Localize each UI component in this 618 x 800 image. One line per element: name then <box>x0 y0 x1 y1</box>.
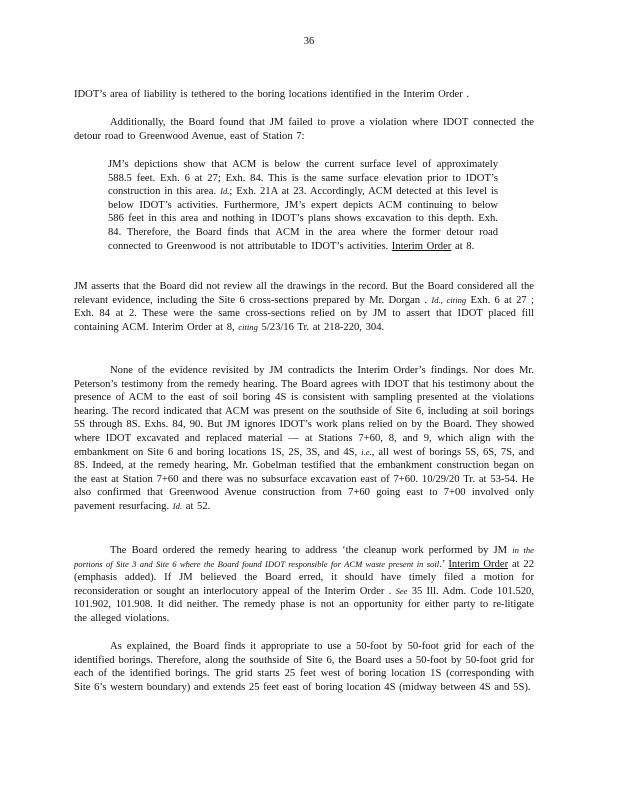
paragraph-text: , all west of borings 5S, 6S, 7S, and 8S. Indeed, at the remedy hearing, Mr. Gobelman testified that the embankment construction began on the east at Station 7+60 and there was no subsurface excavation east of 7+60. 10/29/20 Tr. at 53-54. He also confirmed that Greenwood Avenue construction from 7+60 going east to 7+00 involved only pavement resurfacing. <box>74 446 534 512</box>
paragraph-drawings <box>74 280 534 334</box>
paragraph-text: at 22 (emphasis added). If JM believed the Board erred, it should have timely filed a motion for reconsideration or sought an interlocutory appeal of the Interim Order . <box>74 558 534 597</box>
paragraph-detour-road <box>74 116 534 143</box>
paragraph-text: at 52. <box>185 500 211 512</box>
citation-id: Id., citing <box>431 294 467 305</box>
paragraph-grid <box>74 640 534 694</box>
citation-signal: See <box>395 585 408 596</box>
paragraph-text: As explained, the Board finds it appropriate to use a 50-foot by 50-foot grid for each of the identified borings. Therefore, along the southside of Site 6, the Board uses a 50-foot by 50-foot grid for each of the identified borings. The grid starts 25 feet west of boring location 1S (corresponding with Site 6’s western boundary) and extends 25 feet east of boring location 4S (midway between 4S and 5S). <box>74 641 534 693</box>
paragraph-text: Exh. 6 at 27 ; Exh. 84 at 2. These were the same cross-sections relied on by JM to assert that IDOT placed fill containing ACM. Interim Order at 8, <box>74 294 534 333</box>
interim-order-reference: Interim Order <box>448 558 509 570</box>
citation-id: Id. <box>220 186 230 197</box>
paragraph-text: Additionally, the Board found that JM failed to prove a violation where IDOT connected the detour road to Greenwood Avenue, east of Station 7: <box>74 117 534 142</box>
paragraph-text: None of the evidence revisited by JM contradicts the Interim Order’s findings. Nor does Mr. Peterson’s testimony from the remedy hearing. The Board agrees with IDOT that his testimony about the presence of ACM to the east of soil boring 4S is consistent with sampling presented at the violations hearing. The record indicated that ACM was present on the southside of Site 6, including at soil borings 5S through 8S. Exhs. 84, 90. But JM ignores IDOT’s work plans relied on by the Board. They showed where IDOT excavated and replaced material — at Stations 7+60, 8, and 9, which align with the embankment on Site 6 and boring locations 1S, 2S, 3S, and 4S, <box>74 365 534 458</box>
quote-text: JM’s depictions show that ACM is below the current surface level of approximately 588.5 feet. Exh. 6 at 27; Exh. 84. This is the same surface elevation prior to IDOT’s construction in this area. <box>108 159 498 198</box>
quote-text: at 8. <box>455 240 475 252</box>
paragraph-text: 35 Ill. Adm. Code 101.520, 101.902, 101.908. It did neither. The remedy phase is not an opportunity for either party to re-litigate the alleged violations. <box>74 585 534 624</box>
paragraph-text: .’ <box>439 558 445 570</box>
citation-signal: citing <box>238 321 258 332</box>
paragraph-evidence <box>74 364 534 514</box>
paragraph-text: IDOT’s area of liability is tethered to the boring locations identified in the Interim Order . <box>74 89 470 100</box>
paragraph-text: 5/23/16 Tr. at 218-220, 304. <box>261 321 385 333</box>
paragraph-liability <box>74 88 534 102</box>
paragraph-text: The Board ordered the remedy hearing to address ‘the cleanup work performed by JM <box>110 545 508 556</box>
paragraph-text: JM asserts that the Board did not review all the drawings in the record. But the Board considered all the relevant evidence, including the Site 6 cross-sections prepared by Mr. Dorgan . <box>74 281 534 306</box>
page-number: 36 <box>303 36 315 47</box>
quote-text: ; Exh. 21A at 23. Accordingly, ACM detected at this level is below IDOT’s activities. Furthermore, JM’s expert depicts ACM continuing to below 586 feet in this area and nothing in IDOT’s plans shows excavation to this depth. Exh. 84. Therefore, the Board finds that ACM in the area where the former detour road connected to Greenwood is not attributable to IDOT’s activities. <box>108 186 498 252</box>
citation-id: Id. <box>172 500 183 511</box>
block-quote <box>108 158 498 253</box>
citation-signal: i.e. <box>361 446 372 457</box>
paragraph-remedy-hearing <box>74 544 534 626</box>
emphasized-quote: in the portions of Site 3 and Site 6 where the Board found IDOT responsible for ACM waste present in soil <box>74 545 534 569</box>
interim-order-reference: Interim Order <box>391 240 452 252</box>
